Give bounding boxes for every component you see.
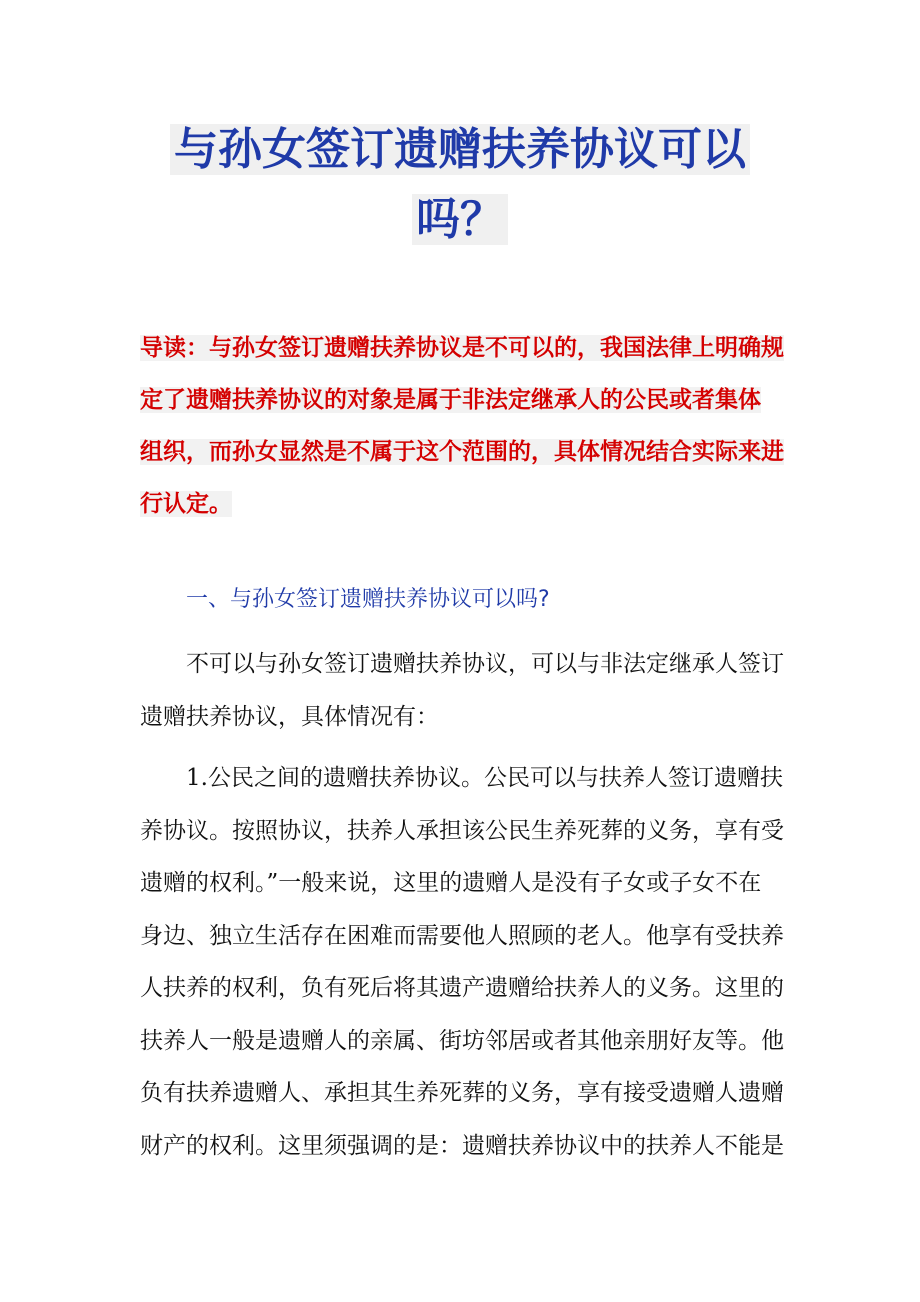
paragraph-line: 扶养人一般是遗赠人的亲属、街坊邻居或者其他亲朋好友等。他 — [140, 1027, 784, 1054]
paragraph-line: 不可以与孙女签订遗赠扶养协议，可以与非法定继承人签订 — [140, 651, 784, 677]
paragraph-line: 身边、独立生活存在困难而需要他人照顾的老人。他享有受扶养 — [140, 922, 784, 949]
section-heading: 一、与孙女签订遗赠扶养协议可以吗? — [186, 587, 550, 612]
paragraph-2 — [140, 752, 790, 1172]
paragraph-line: 养协议。按照协议，扶养人承担该公民生养死葬的义务，享有受 — [140, 817, 784, 844]
page-title-text-2: 吗？ — [412, 194, 508, 245]
page-title-line-2 — [0, 188, 920, 252]
intro-line-text: 行认定。 — [140, 491, 232, 517]
intro-line — [140, 426, 790, 478]
paragraph-line: 人扶养的权利，负有死后将其遗产遗赠给扶养人的义务。这里的 — [140, 975, 784, 1001]
intro-line — [140, 478, 790, 530]
intro-line-text: 定了遗赠扶养协议的对象是属于非法定继承人的公民或者集体 — [140, 387, 761, 413]
paragraph-line: 财产的权利。这里须强调的是：遗赠扶养协议中的扶养人不能是 — [140, 1132, 784, 1159]
paragraph-line: 1.公民之间的遗赠扶养协议。公民可以与扶养人签订遗赠扶 — [140, 765, 783, 791]
intro-line — [140, 322, 790, 374]
paragraph-line: 遗赠扶养协议，具体情况有： — [140, 703, 439, 730]
intro-line-text: 导读：与孙女签订遗赠扶养协议是不可以的，我国法律上明确规 — [140, 335, 784, 361]
intro-line-text: 组织，而孙女显然是不属于这个范围的，具体情况结合实际来进 — [140, 439, 784, 465]
intro-summary — [140, 322, 790, 530]
paragraph-line: 负有扶养遗赠人、承担其生养死葬的义务，享有接受遗赠人遗赠 — [140, 1080, 784, 1106]
page-title-text-1: 与孙女签订遗赠扶养协议可以 — [170, 124, 750, 175]
paragraph-line: 遗赠的权利。”一般来说，这里的遗赠人是没有子女或子女不在 — [140, 870, 762, 896]
paragraph-1 — [140, 638, 790, 743]
page-title-line-1 — [0, 118, 920, 182]
intro-line — [140, 374, 790, 426]
